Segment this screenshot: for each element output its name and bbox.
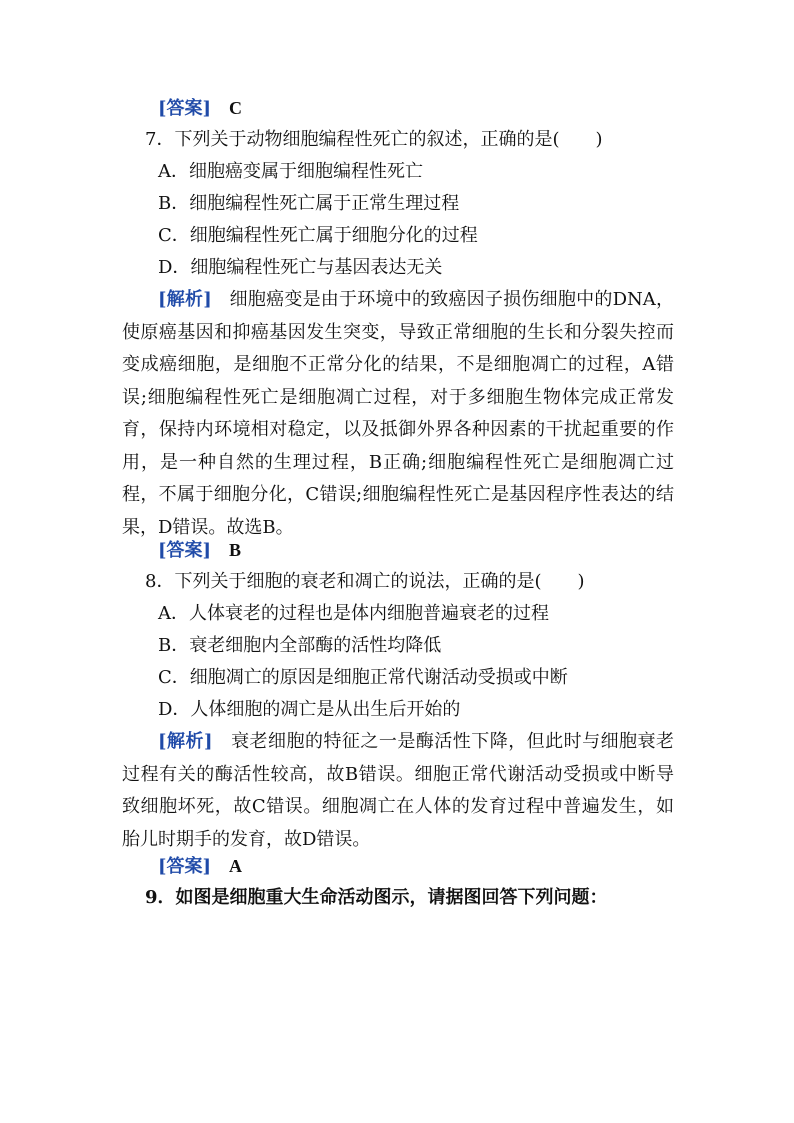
option: A．细胞癌变属于细胞编程性死亡 xyxy=(158,161,423,182)
answer-label: [答案] xyxy=(158,856,212,877)
question-stem: 9．如图是细胞重大生命活动图示，请据图回答下列问题： xyxy=(145,887,608,908)
answer-line xyxy=(158,534,241,567)
answer-value: B xyxy=(229,540,242,560)
analysis-text: 衰老细胞的特征之一是酶活性下降，但此时与细胞衰老过程有关的酶活性较高，故B错误。细胞正常代谢活动受损或中断导致细胞坏死，故C错误。细胞凋亡在人体的发育过程中普遍发生，如胎儿时期手的发育，故D错误。 xyxy=(122,731,674,850)
answer-label: [答案] xyxy=(158,98,212,119)
option: C．细胞凋亡的原因是细胞正常代谢活动受损或中断 xyxy=(158,667,568,688)
option: B．衰老细胞内全部酶的活性均降低 xyxy=(158,635,442,656)
option: A．人体衰老的过程也是体内细胞普遍衰老的过程 xyxy=(158,603,549,624)
analysis-label: [解析] xyxy=(158,289,212,310)
analysis-paragraph xyxy=(122,726,674,856)
answer-line xyxy=(158,850,242,883)
answer-value: C xyxy=(229,98,243,118)
analysis-paragraph xyxy=(122,284,674,544)
answer-value: A xyxy=(229,856,243,876)
option: D．细胞编程性死亡与基因表达无关 xyxy=(158,257,443,278)
option: B．细胞编程性死亡属于正常生理过程 xyxy=(158,193,460,214)
analysis-text: 细胞癌变是由于环境中的致癌因子损伤细胞中的DNA，使原癌基因和抑癌基因发生突变，导致正常细胞的生长和分裂失控而变成癌细胞，是细胞不正常分化的结果，不是细胞凋亡的过程，A错误;细胞编程性死亡是细胞凋亡过程，对于多细胞生物体完成正常发育，保持内环境相对稳定，以及抵御外界各种因素的干扰起重要的作用，是一种自然的生理过程，B正确;细胞编程性死亡是细胞凋亡过程，不属于细胞分化，C错误;细胞编程性死亡是基因程序性表达的结果，D错误。故选B。 xyxy=(122,289,674,538)
option: D．人体细胞的凋亡是从出生后开始的 xyxy=(158,699,461,720)
answer-label: [答案] xyxy=(158,540,212,561)
answer-line xyxy=(158,92,242,125)
question-stem: 7．下列关于动物细胞编程性死亡的叙述，正确的是( ) xyxy=(145,129,603,150)
analysis-label: [解析] xyxy=(158,731,213,752)
option: C．细胞编程性死亡属于细胞分化的过程 xyxy=(158,225,478,246)
question-stem: 8．下列关于细胞的衰老和凋亡的说法，正确的是( ) xyxy=(145,571,585,592)
